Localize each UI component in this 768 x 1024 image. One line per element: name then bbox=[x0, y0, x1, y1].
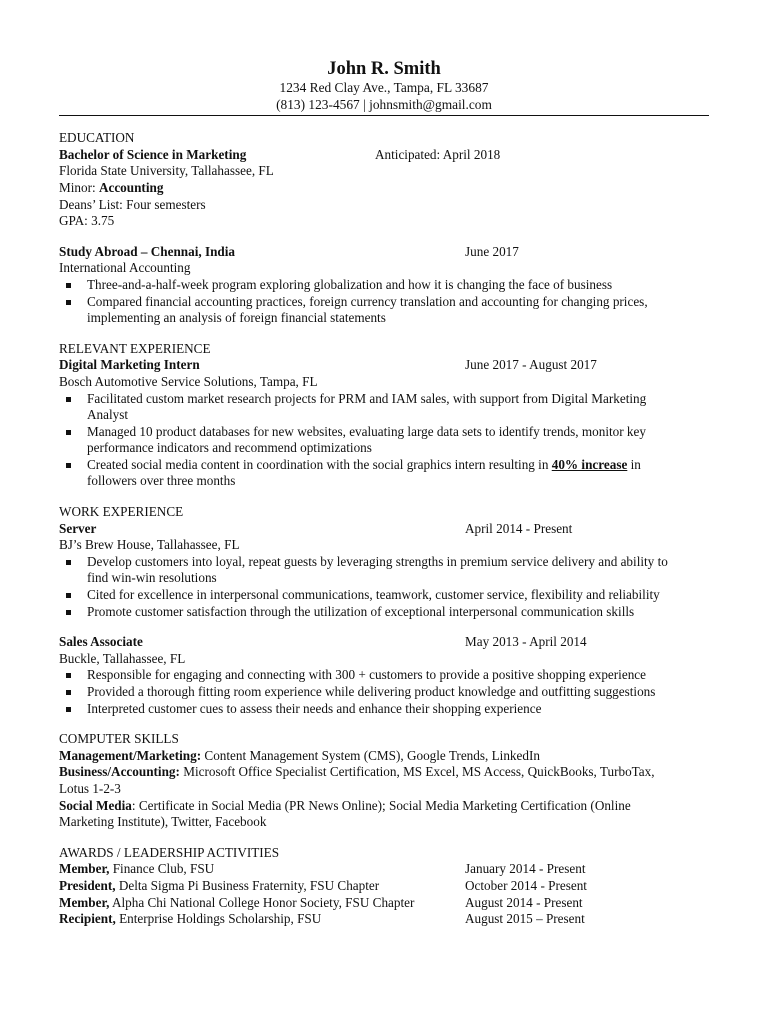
server-bullets bbox=[59, 554, 709, 620]
bullet-icon bbox=[66, 690, 71, 695]
address: 1234 Red Clay Ave., Tampa, FL 33687 bbox=[279, 80, 489, 95]
abroad-title: Study Abroad – Chennai, India bbox=[59, 243, 236, 259]
skill-line-cont: Marketing Institute), Twitter, Facebook bbox=[59, 814, 267, 830]
section-work-experience bbox=[59, 504, 709, 717]
role: Sales Associate bbox=[59, 634, 143, 650]
bullet-icon bbox=[66, 707, 71, 712]
deans-list: Deans’ List: Four semesters bbox=[59, 196, 206, 212]
award-date: August 2014 - Present bbox=[465, 894, 583, 910]
bullet-icon bbox=[66, 300, 71, 305]
minor-line bbox=[59, 180, 709, 197]
bullet-icon bbox=[66, 463, 71, 468]
list-item: Created social media content in coordination with the social graphics intern resulting in 40% increase in followers over three months bbox=[59, 457, 709, 490]
role: Digital Marketing Intern bbox=[59, 357, 200, 373]
phone-email: (813) 123-4567 | johnsmith@gmail.com bbox=[276, 96, 492, 112]
skill-line: Management/Marketing: Content Management System (CMS), Google Trends, LinkedIn bbox=[59, 747, 540, 763]
skill-line-cont: Lotus 1-2-3 bbox=[59, 780, 121, 796]
section-title: RELEVANT EXPERIENCE bbox=[59, 340, 211, 356]
list-item: Develop customers into loyal, repeat guests by leveraging strengths in premium service delivery and ability to find win-win resolutions bbox=[59, 554, 709, 587]
role-row bbox=[59, 634, 709, 651]
abroad-bullets bbox=[59, 277, 709, 327]
bullet-icon bbox=[66, 560, 71, 565]
minor-value: Accounting bbox=[98, 179, 164, 195]
list-item: Facilitated custom market research projects for PRM and IAM sales, with support from Digital Marketing Analyst bbox=[59, 391, 709, 424]
abroad-subtitle: International Accounting bbox=[59, 260, 191, 276]
skill-line: Business/Accounting: Microsoft Office Specialist Certification, MS Excel, MS Access, QuickBooks, TurboTax, bbox=[59, 764, 655, 780]
section-title: AWARDS / LEADERSHIP ACTIVITIES bbox=[59, 844, 280, 860]
role-date: May 2013 - April 2014 bbox=[465, 634, 587, 650]
company: BJ’s Brew House, Tallahassee, FL bbox=[59, 537, 240, 553]
list-item: Compared financial accounting practices, foreign currency translation and accounting for changing prices, implementing an analysis of foreign financial statements bbox=[59, 294, 709, 327]
section-awards bbox=[59, 845, 709, 928]
company: Bosch Automotive Service Solutions, Tampa, FL bbox=[59, 373, 318, 389]
degree-row bbox=[59, 147, 709, 164]
relevant-bullets bbox=[59, 391, 709, 491]
list-item: Three-and-a-half-week program exploring globalization and how it is changing the face of business bbox=[59, 277, 709, 294]
sales-bullets bbox=[59, 667, 709, 717]
award-row: Member, Alpha Chi National College Honor Society, FSU Chapter August 2014 - Present bbox=[59, 894, 583, 910]
gpa: GPA: 3.75 bbox=[59, 213, 115, 229]
list-item: Managed 10 product databases for new websites, evaluating large data sets to identify trends, monitor key performance indicators and recommend optimizations bbox=[59, 424, 709, 457]
abroad-row bbox=[59, 244, 709, 261]
bullet-icon bbox=[66, 430, 71, 435]
list-item: Provided a thorough fitting room experience while delivering product knowledge and outfitting suggestions bbox=[59, 684, 709, 701]
role-date: June 2017 - August 2017 bbox=[465, 357, 597, 373]
minor-label: Minor: bbox=[59, 179, 99, 195]
section-education bbox=[59, 130, 709, 327]
bullet-icon bbox=[66, 397, 71, 402]
role-date: April 2014 - Present bbox=[465, 520, 573, 536]
degree: Bachelor of Science in Marketing bbox=[59, 146, 247, 162]
award-date: October 2014 - Present bbox=[465, 877, 587, 893]
bullet-icon bbox=[66, 593, 71, 598]
bullet-icon bbox=[66, 673, 71, 678]
resume-name: John R. Smith bbox=[327, 59, 441, 79]
section-computer-skills bbox=[59, 731, 709, 831]
bullet-icon bbox=[66, 610, 71, 615]
role-row bbox=[59, 521, 709, 538]
anticipated-date: Anticipated: April 2018 bbox=[375, 146, 501, 162]
list-item: Interpreted customer cues to assess their needs and enhance their shopping experience bbox=[59, 701, 709, 718]
list-item: Cited for excellence in interpersonal communications, teamwork, customer service, flexibility and reliability bbox=[59, 587, 709, 604]
resume-page bbox=[59, 58, 709, 928]
list-item: Responsible for engaging and connecting with 300 + customers to provide a positive shopping experience bbox=[59, 667, 709, 684]
section-title: COMPUTER SKILLS bbox=[59, 731, 179, 747]
abroad-date: June 2017 bbox=[465, 243, 519, 259]
role: Server bbox=[59, 520, 97, 536]
school: Florida State University, Tallahassee, FL bbox=[59, 163, 274, 179]
highlight-increase: 40% increase bbox=[551, 456, 628, 472]
list-item: Promote customer satisfaction through the utilization of exceptional interpersonal communication skills bbox=[59, 604, 709, 621]
role-row bbox=[59, 357, 709, 374]
award-row: President, Delta Sigma Pi Business Fraternity, FSU Chapter October 2014 - Present bbox=[59, 877, 587, 893]
section-title: WORK EXPERIENCE bbox=[59, 504, 184, 520]
award-date: August 2015 – Present bbox=[465, 911, 585, 927]
award-row: Recipient, Enterprise Holdings Scholarship, FSU August 2015 – Present bbox=[59, 911, 585, 927]
bullet-icon bbox=[66, 283, 71, 288]
company: Buckle, Tallahassee, FL bbox=[59, 650, 186, 666]
section-title: EDUCATION bbox=[59, 130, 135, 146]
award-date: January 2014 - Present bbox=[465, 861, 586, 877]
award-row: Member, Finance Club, FSU January 2014 - Present bbox=[59, 861, 586, 877]
skill-line: Social Media: Certificate in Social Media (PR News Online); Social Media Marketing Certification (Online bbox=[59, 797, 631, 813]
section-relevant-experience bbox=[59, 341, 709, 490]
